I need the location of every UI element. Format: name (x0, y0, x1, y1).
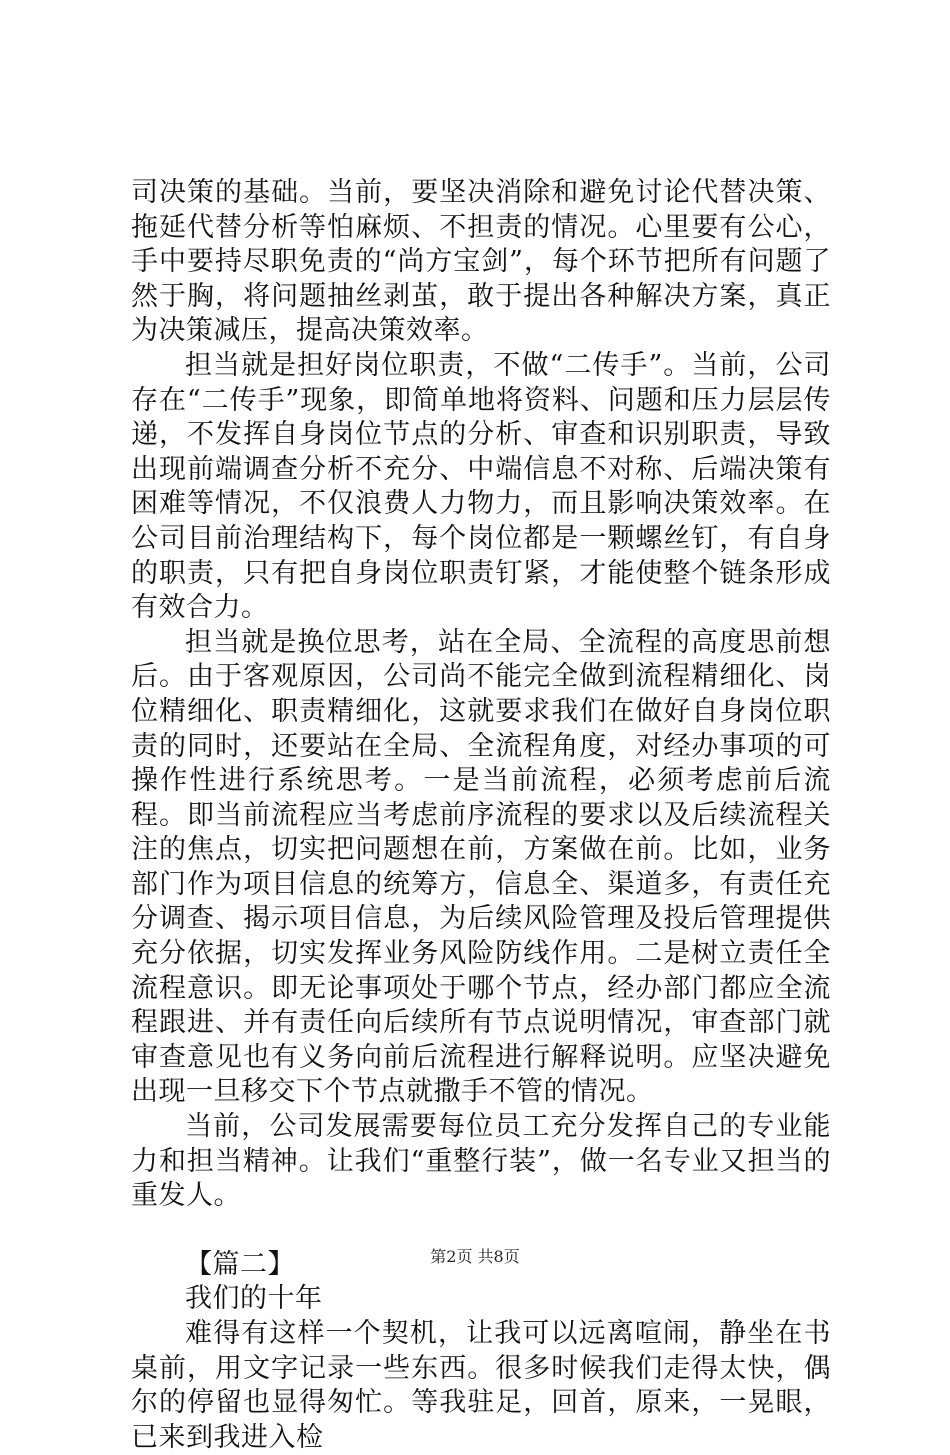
section-heading: 【篇二】 (185, 1248, 295, 1280)
paragraph-whole-process: 担当就是换位思考，站在全局、全流程的高度思前想后。由于客观原因，公司尚不能完全做到流程精细化、岗位精细化、职责精细化，这就要求我们在做好自身岗位职责的同时，还要站在全局、全流程角度，对经办事项的可操作性进行系统思考。一是当前流程，必须考虑前后流程。即当前流程应当考虑前序流程的要求以及后续流程关注的焦点，切实把问题想在前，方案做在前。比如，业务部门作为项目信息的统筹方，信息全、渠道多，有责任充分调查、揭示项目信息，为后续风险管理及投后管理提供充分依据，切实发挥业务风险防线作用。二是树立责任全流程意识。即无论事项处于哪个节点，经办部门都应全流程跟进、并有责任向后续所有节点说明情况，审查部门就审查意见也有义务向前后流程进行解释说明。应坚决避免出现一旦移交下个节点就撒手不管的情况。 (131, 626, 831, 1108)
section-title: 我们的十年 (185, 1283, 323, 1315)
paragraph-section-intro: 难得有这样一个契机，让我可以远离喧闹，静坐在书桌前，用文字记录一些东西。很多时候我们走得太快，偶尔的停留也显得匆忙。等我驻足，回首，原来，一晃眼，已来到我进入检 (131, 1318, 831, 1453)
section-spacer (131, 1214, 831, 1248)
page-footer: 第2页 共8页 (430, 1247, 520, 1266)
paragraph-continuation: 司决策的基础。当前，要坚决消除和避免讨论代替决策、拖延代替分析等怕麻烦、不担责的情况。心里要有公心，手中要持尽职免责的“尚方宝剑”，每个环节把所有问题了然于胸，将问题抽丝剥茧，敢于提出各种解决方案，真正为决策减压，提高决策效率。 (131, 177, 831, 347)
paragraph-conclusion: 当前，公司发展需要每位员工充分发挥自己的专业能力和担当精神。让我们“重整行装”，做一名专业又担当的重发人。 (131, 1111, 831, 1212)
paragraph-job-responsibility: 担当就是担好岗位职责，不做“二传手”。当前，公司存在“二传手”现象，即简单地将资料、问题和压力层层传递，不发挥自身岗位节点的分析、审查和识别职责，导致出现前端调查分析不充分、中端信息不对称、后端决策有困难等情况，不仅浪费人力物力，而且影响决策效率。在公司目前治理结构下，每个岗位都是一颗螺丝钉，有自身的职责，只有把自身岗位职责钉紧，才能使整个链条形成有效合力。 (131, 349, 831, 624)
